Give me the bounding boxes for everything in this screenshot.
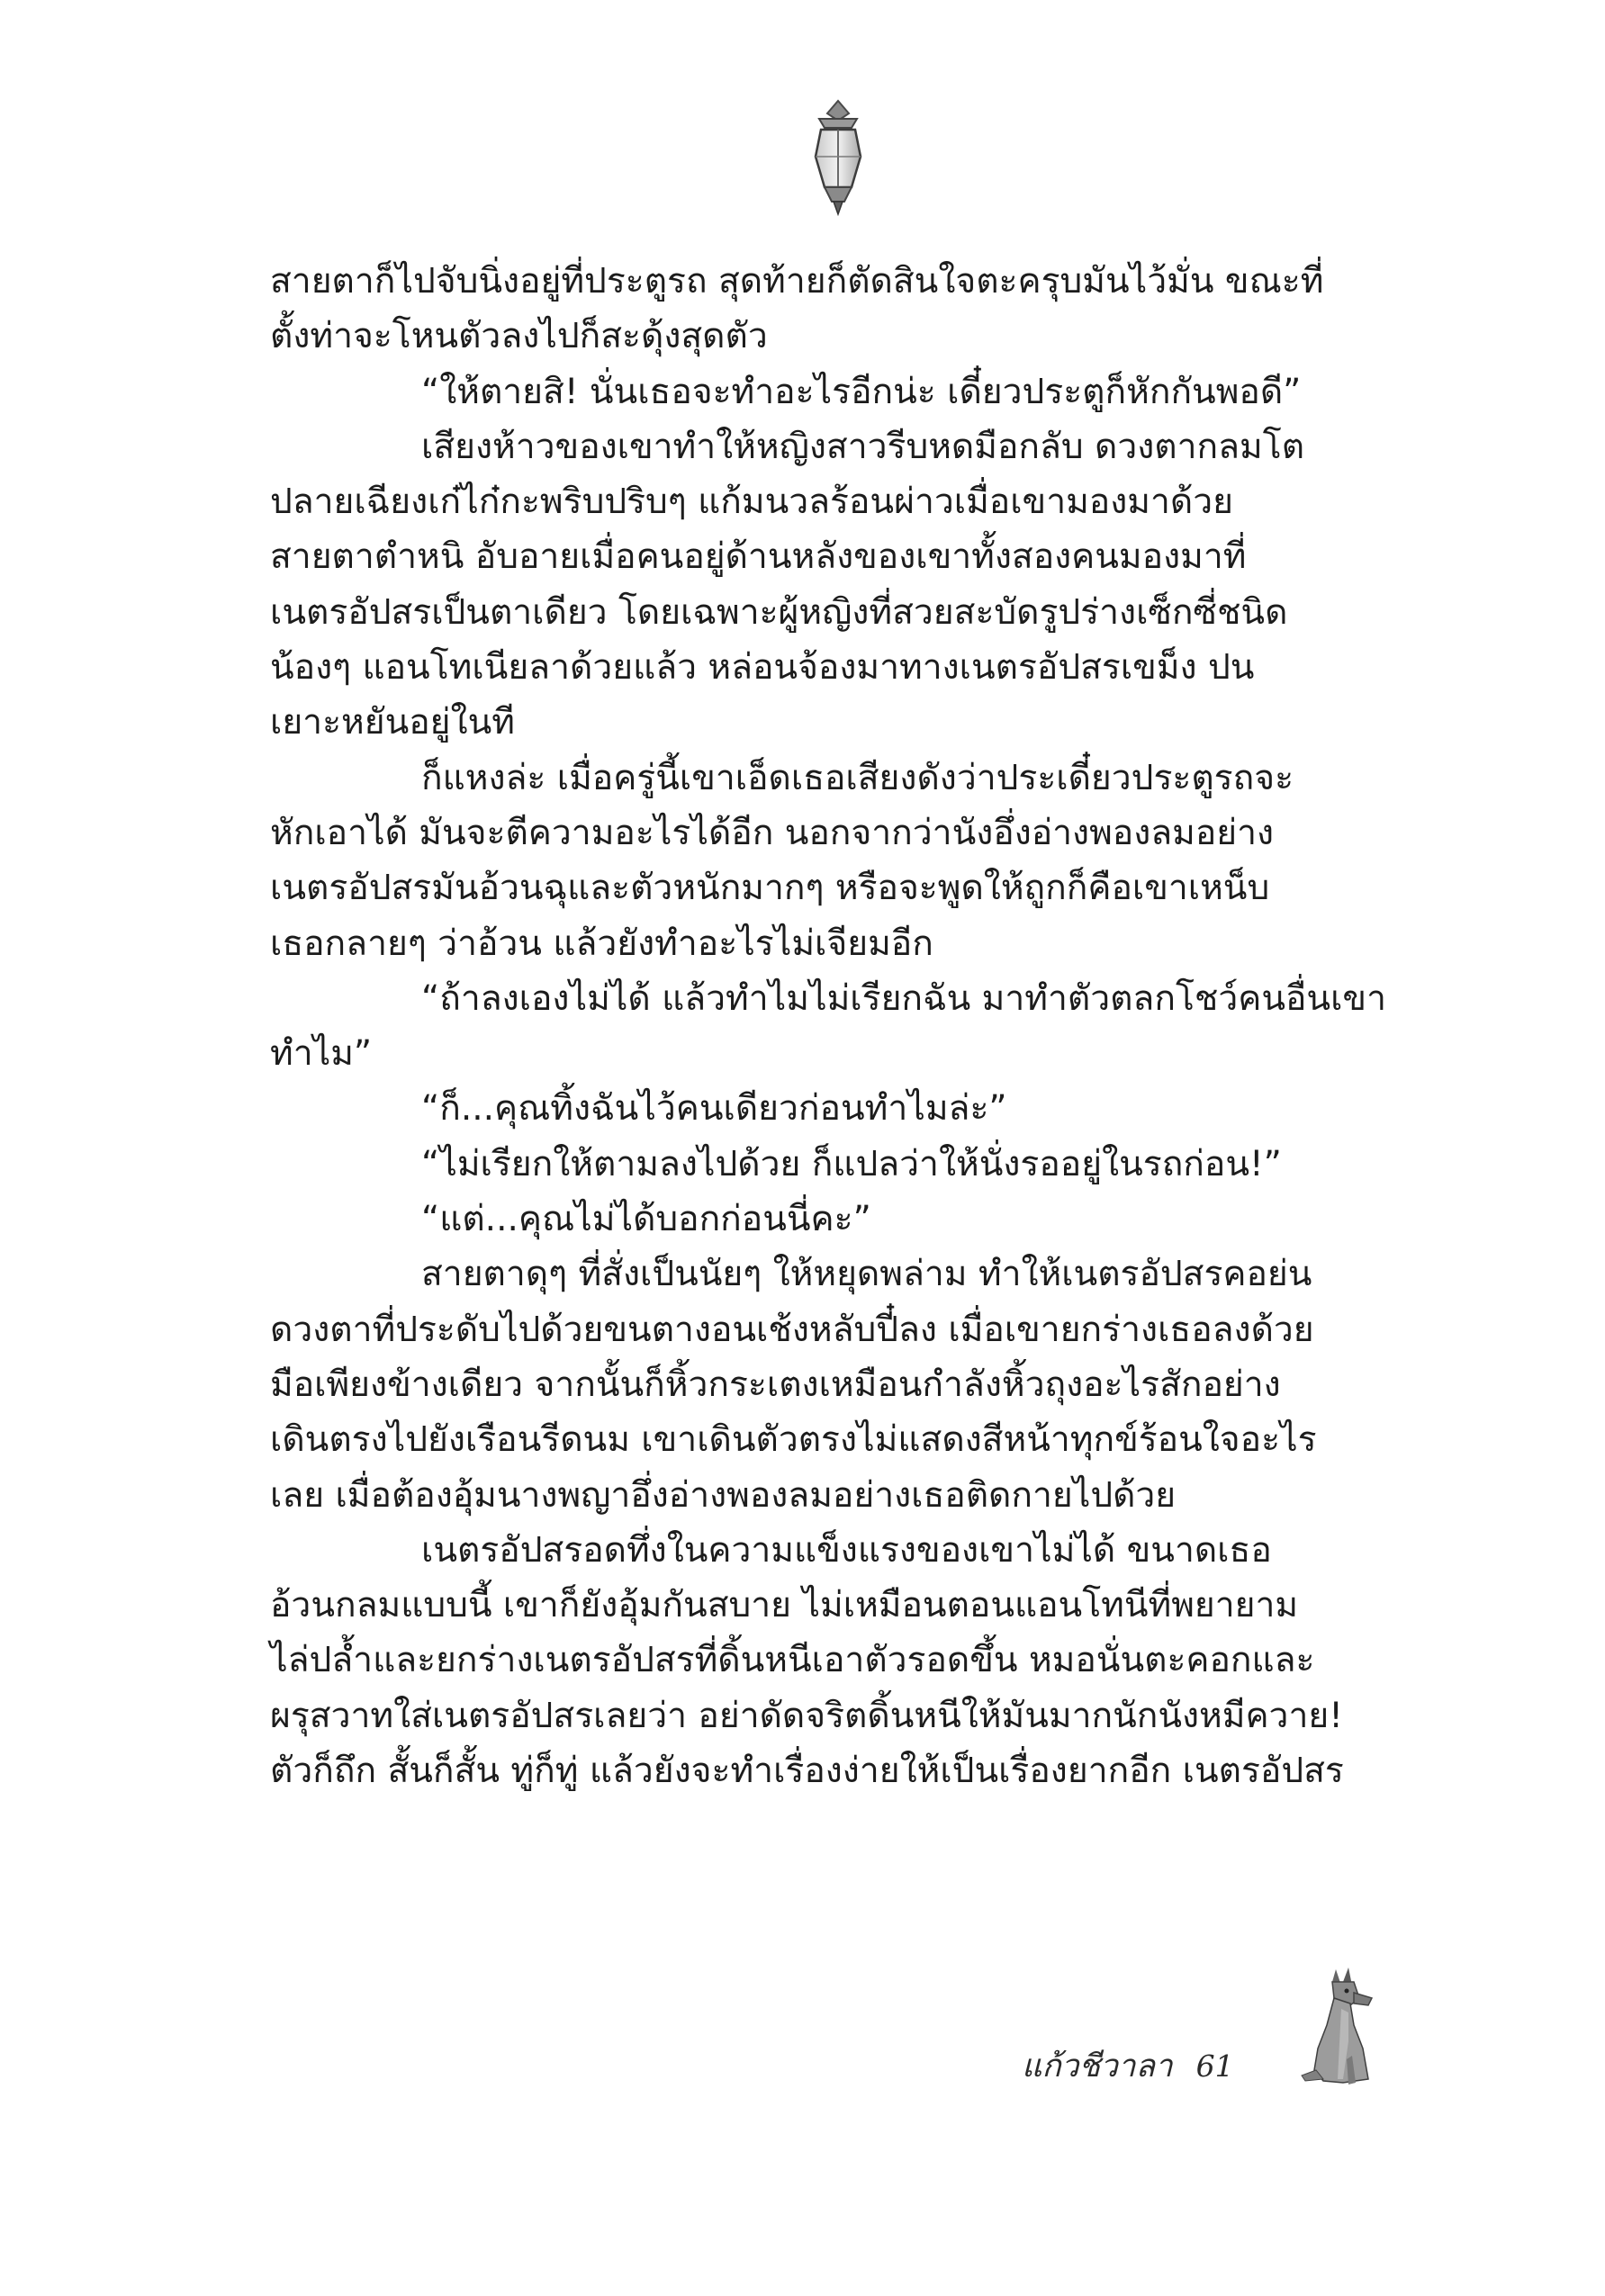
paragraph-4: ก็แหงล่ะ เมื่อครู่นี้เขาเอ็ดเธอเสียงดังว่าประเดี๋ยวประตูรถจะ หักเอาได้ มันจะตีความอะไรได้อีก นอกจากว่านังอึ่งอ่างพองลมอย่าง เนตรอัปสรมันอ้วนฉุและตัวหนักมากๆ หรือจะพูดให้ถูกก็คือเขาเหน็บ เธอกลายๆ ว่าอ้วน แล้วยังทำอะไรไม่เจียมอีก <box>270 757 1294 964</box>
paragraph-5: “ถ้าลงเองไม่ได้ แล้วทำไมไม่เรียกฉัน มาทำตัวตลกโชว์คนอื่นเขา ทำไม” <box>270 977 1386 1075</box>
book-title: แก้วชีวาลา <box>1022 2048 1173 2084</box>
paragraph-10: เนตรอัปสรอดทึ่งในความแข็งแรงของเขาไม่ได้ ขนาดเธอ อ้วนกลมแบบนี้ เขาก็ยังอุ้มกันสบาย ไม่เหมือนตอนแอนโทนีที่พยายาม ไล่ปล้ำและยกร่างเนตรอัปสรที่ดิ้นหนีเอาตัวรอดขึ้น หมอนั่นตะคอกและ ผรุสวาทใส่เนตรอัปสรเลยว่า อย่าดัดจริตดิ้นหนีให้มันมากนักนังหมีควาย! ตัวก็ถึก สั้นก็สั้น ทู่ก็ทู่ แล้วยังจะทำเรื่องง่ายให้เป็นเรื่องยากอีก เนตรอัปสร <box>270 1529 1344 1792</box>
paragraph-3: เสียงห้าวของเขาทำให้หญิงสาวรีบหดมือกลับ ดวงตากลมโต ปลายเฉียงเก๋ไก๋กะพริบปริบๆ แก้มนวลร้อนผ่าวเมื่อเขามองมาด้วย สายตาตำหนิ อับอายเมื่อคนอยู่ด้านหลังของเขาทั้งสองคนมองมาที่ เนตรอัปสรเป็นตาเดียว โดยเฉพาะผู้หญิงที่สวยสะบัดรูปร่างเซ็กซี่ชนิด น้องๆ แอนโทเนียลาด้วยแล้ว หล่อนจ้องมาทางเนตรอัปสรเขม็ง ปน เยาะหยันอยู่ในที <box>270 426 1305 743</box>
running-footer <box>1022 2039 1234 2093</box>
paragraph-2: “ให้ตายสิ! นั่นเธอจะทำอะไรอีกน่ะ เดี๋ยวประตูก็หักกันพอดี” <box>421 371 1302 412</box>
hanging-lantern-icon <box>801 97 875 216</box>
paragraph-6: “ก็...คุณทิ้งฉันไว้คนเดียวก่อนทำไมล่ะ” <box>421 1088 1007 1130</box>
page-number: 61 <box>1195 2048 1234 2084</box>
paragraph-8: “แต่...คุณไม่ได้บอกก่อนนี่คะ” <box>421 1199 871 1240</box>
page-body <box>270 254 1395 1798</box>
sitting-dog-icon <box>1296 1962 1382 2088</box>
paragraph-7: “ไม่เรียกให้ตามลงไปด้วย ก็แปลว่าให้นั่งรออยู่ในรถก่อน!” <box>421 1143 1282 1184</box>
paragraph-1: สายตาก็ไปจับนิ่งอยู่ที่ประตูรถ สุดท้ายก็ตัดสินใจตะครุบมันไว้มั่น ขณะที่ ตั้งท่าจะโหนตัวลงไปก็สะดุ้งสุดตัว <box>270 261 1324 357</box>
paragraph-9: สายตาดุๆ ที่สั่งเป็นนัยๆ ให้หยุดพล่าม ทำให้เนตรอัปสรคอย่น ดวงตาที่ประดับไปด้วยขนตางอนเช้งหลับปี๋ลง เมื่อเขายกร่างเธอลงด้วย มือเพียงข้างเดียว จากนั้นก็หิ้วกระเตงเหมือนกำลังหิ้วถุงอะไรสักอย่าง เดินตรงไปยังเรือนรีดนม เขาเดินตัวตรงไม่แสดงสีหน้าทุกข์ร้อนใจอะไร เลย เมื่อต้องอุ้มนางพญาอึ่งอ่างพองลมอย่างเธอติดกายไปด้วย <box>270 1254 1317 1516</box>
